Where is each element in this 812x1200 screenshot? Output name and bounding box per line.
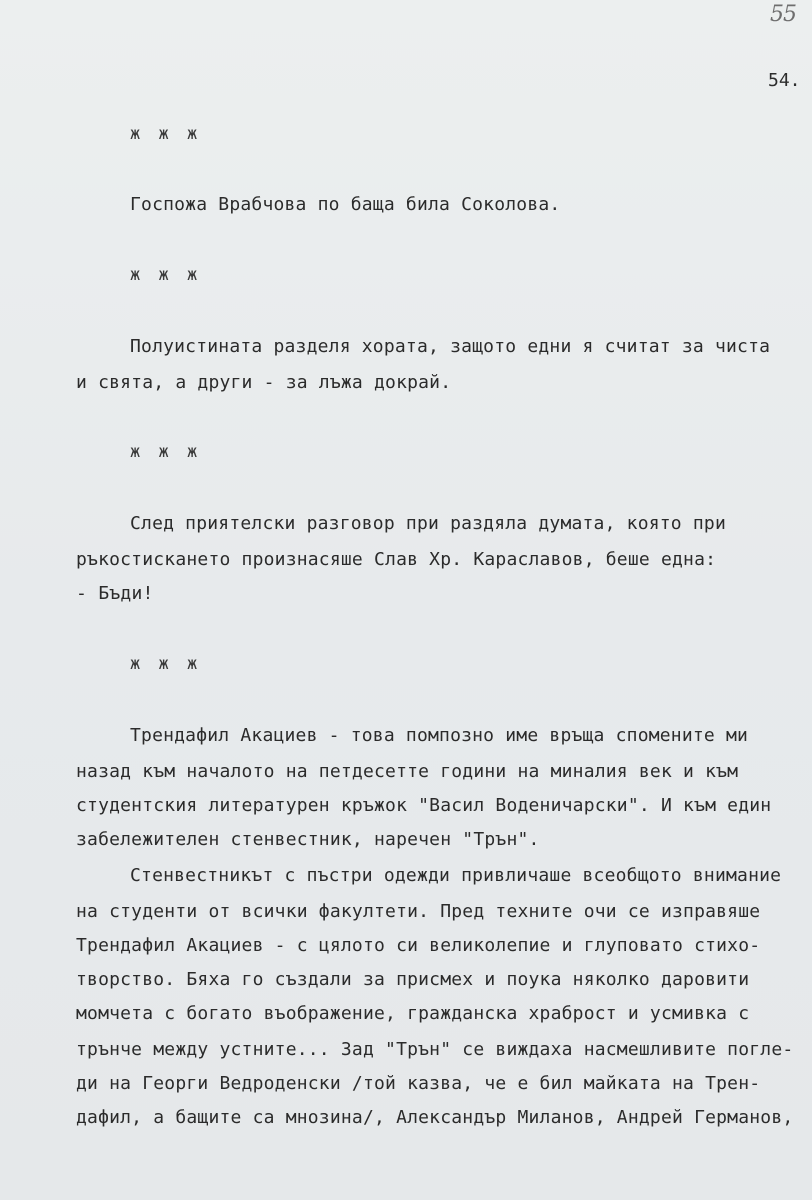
- text-line: момчета с богато въображение, гражданска храброст и усмивка с: [76, 1003, 750, 1024]
- text-line: ди на Георги Ведроденски /той казва, че е бил майката на Трен-: [76, 1073, 761, 1094]
- text-line: на студенти от всички факултети. Пред техните очи се изправяше: [76, 901, 761, 922]
- text-line: Стенвестникът с пъстри одежди привличаше всеобщото внимание: [130, 865, 782, 886]
- text-line: студентския литературен кръжок "Васил Воденичарски". И към един: [76, 795, 772, 816]
- text-line: Госпожа Врабчова по баща била Соколова.: [130, 194, 561, 215]
- text-line: творство. Бяха го създали за присмех и поука няколко даровити: [76, 969, 750, 990]
- text-line: Полуистината разделя хората, защото едни я считат за чиста: [130, 336, 771, 357]
- text-line: и свята, а други - за лъжа докрай.: [76, 372, 452, 393]
- handwritten-page-number: 55: [770, 2, 796, 27]
- text-line: След приятелски разговор при раздяла думата, която при: [130, 513, 726, 534]
- text-line: дафил, а бащите са мнозина/, Александър Миланов, Андрей Германов,: [76, 1107, 794, 1128]
- section-separator: ж ж ж: [130, 442, 202, 462]
- section-separator: ж ж ж: [130, 265, 202, 285]
- text-line: трънче между устните... Зад "Трън" се виждаха насмешливите погле-: [76, 1039, 794, 1060]
- text-line: - Бъди!: [76, 583, 154, 604]
- section-separator: ж ж ж: [130, 654, 202, 674]
- section-separator: ж ж ж: [130, 124, 202, 144]
- text-line: Трендафил Акациев - това помпозно име връща спомените ми: [130, 725, 749, 746]
- text-line: ръкостискането произнасяше Слав Хр. Караславов, беше една:: [76, 549, 717, 570]
- page-number: 54.: [768, 70, 801, 91]
- text-line: назад към началото на петдесетте години на миналия век и към: [76, 761, 739, 782]
- text-line: Трендафил Акациев - с цялото си великолепие и глуповато стихо-: [76, 935, 761, 956]
- text-line: забележителен стенвестник, наречен "Трън".: [76, 829, 540, 850]
